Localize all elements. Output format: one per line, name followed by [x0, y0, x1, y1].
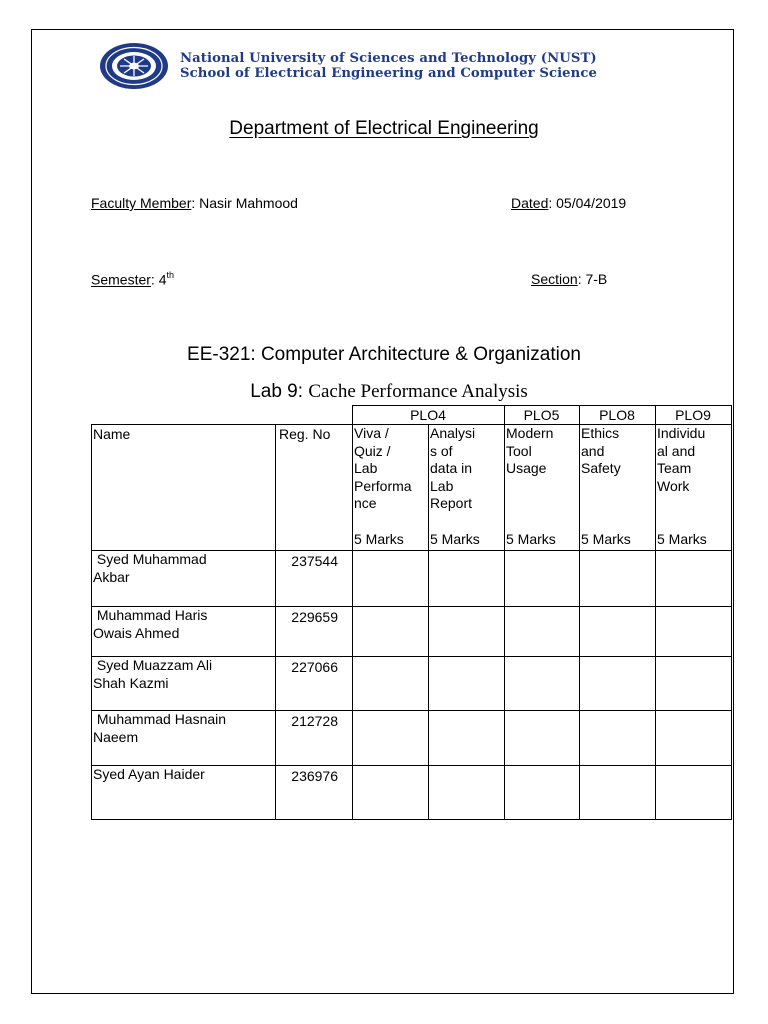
plo-header: PLO4: [410, 407, 446, 423]
criterion-line: Performa: [354, 477, 412, 494]
school-name: School of Electrical Engineering and Computer Science: [180, 66, 597, 81]
plo-header: PLO8: [599, 407, 635, 423]
criterion-header: [430, 425, 475, 513]
faculty-label: Faculty Member: [91, 195, 192, 211]
criterion-header: [506, 425, 553, 478]
lab-prefix: Lab 9:: [250, 381, 309, 402]
table-border: [275, 424, 276, 820]
university-name: National University of Sciences and Technology (NUST): [180, 51, 597, 66]
student-name: [93, 551, 207, 586]
marks-label: 5 Marks: [430, 531, 480, 547]
marks-label: 5 Marks: [581, 531, 631, 547]
criterion-line: Report: [430, 495, 473, 511]
criterion-line: Lab: [354, 460, 378, 476]
criterion-line: Individu: [657, 425, 706, 441]
criterion-line: Safety: [581, 460, 621, 476]
student-name-line: Akbar: [93, 568, 130, 585]
table-border: [352, 405, 732, 406]
student-name-line: Muhammad Hasnain: [93, 711, 227, 727]
lab-subtitle: Cache Performance Analysis: [308, 381, 528, 402]
student-name: [93, 711, 226, 746]
student-name-line: Syed Muhammad: [93, 551, 207, 567]
registration-number: 237544: [291, 553, 338, 569]
semester-sup: th: [166, 270, 175, 280]
registration-number: 227066: [291, 659, 338, 675]
criterion-line: nce: [354, 495, 377, 511]
criterion-line: and: [581, 442, 605, 459]
criterion-line: data in: [430, 460, 473, 476]
plo-header: PLO9: [675, 407, 711, 423]
department-title: Department of Electrical Engineering: [229, 118, 539, 139]
dated-value: : 05/04/2019: [548, 195, 627, 211]
criterion-line: Usage: [506, 460, 547, 476]
student-name: [93, 766, 205, 784]
registration-number: 212728: [291, 713, 338, 729]
name-header: Name: [93, 426, 131, 442]
student-name: [93, 657, 212, 692]
table-border: [731, 405, 732, 820]
student-name: [93, 607, 207, 642]
semester-label: Semester: [91, 271, 151, 288]
reg-no-header: Reg. No: [279, 426, 331, 442]
course-title: EE-321: Computer Architecture & Organization: [187, 344, 581, 365]
faculty-member: [91, 195, 298, 211]
criterion-line: Ethics: [581, 425, 620, 441]
plo-header: PLO5: [523, 407, 560, 423]
marks-label: 5 Marks: [354, 531, 404, 547]
marks-label: 5 Marks: [657, 531, 707, 547]
student-name-line: Syed Ayan Haider: [93, 766, 205, 782]
nust-seal-logo-icon: [99, 42, 169, 90]
criterion-line: Analysi: [430, 425, 476, 441]
student-name-line: Shah Kazmi: [93, 674, 169, 691]
table-border: [504, 405, 505, 820]
section-value: : 7-B: [577, 271, 608, 287]
table-border: [91, 424, 92, 820]
table-border: [428, 424, 429, 820]
criterion-line: Lab: [430, 477, 454, 494]
criterion-line: Modern: [506, 425, 554, 441]
criterion-header: [657, 425, 705, 495]
university-header: [99, 42, 699, 90]
table-border: [352, 405, 353, 820]
criterion-header: [581, 425, 621, 478]
lab-title: [0, 381, 768, 403]
criterion-header: [354, 425, 412, 513]
marks-label: 5 Marks: [506, 531, 556, 547]
student-name-line: Owais Ahmed: [93, 624, 180, 641]
section-label: Section: [531, 271, 578, 287]
criterion-line: Work: [657, 477, 690, 494]
semester-value: : 4: [150, 271, 167, 288]
semester: [91, 271, 174, 288]
student-name-line: Naeem: [93, 728, 139, 745]
criterion-line: Viva /: [354, 425, 389, 441]
section: [531, 271, 607, 287]
registration-number: 236976: [291, 768, 338, 784]
table-border: [655, 405, 656, 820]
dated-label: Dated: [511, 195, 549, 211]
criterion-line: al and: [657, 442, 696, 459]
criterion-line: Tool: [506, 442, 532, 459]
registration-number: 229659: [291, 609, 338, 625]
faculty-value: : Nasir Mahmood: [191, 195, 298, 211]
criterion-line: s of: [430, 442, 453, 459]
student-name-line: Muhammad Haris: [93, 607, 208, 623]
date: [511, 195, 626, 211]
table-border: [91, 819, 732, 820]
criterion-line: Team: [657, 460, 692, 476]
student-name-line: Syed Muazzam Ali: [93, 657, 213, 673]
table-border: [579, 405, 580, 820]
criterion-line: Quiz /: [354, 442, 391, 459]
